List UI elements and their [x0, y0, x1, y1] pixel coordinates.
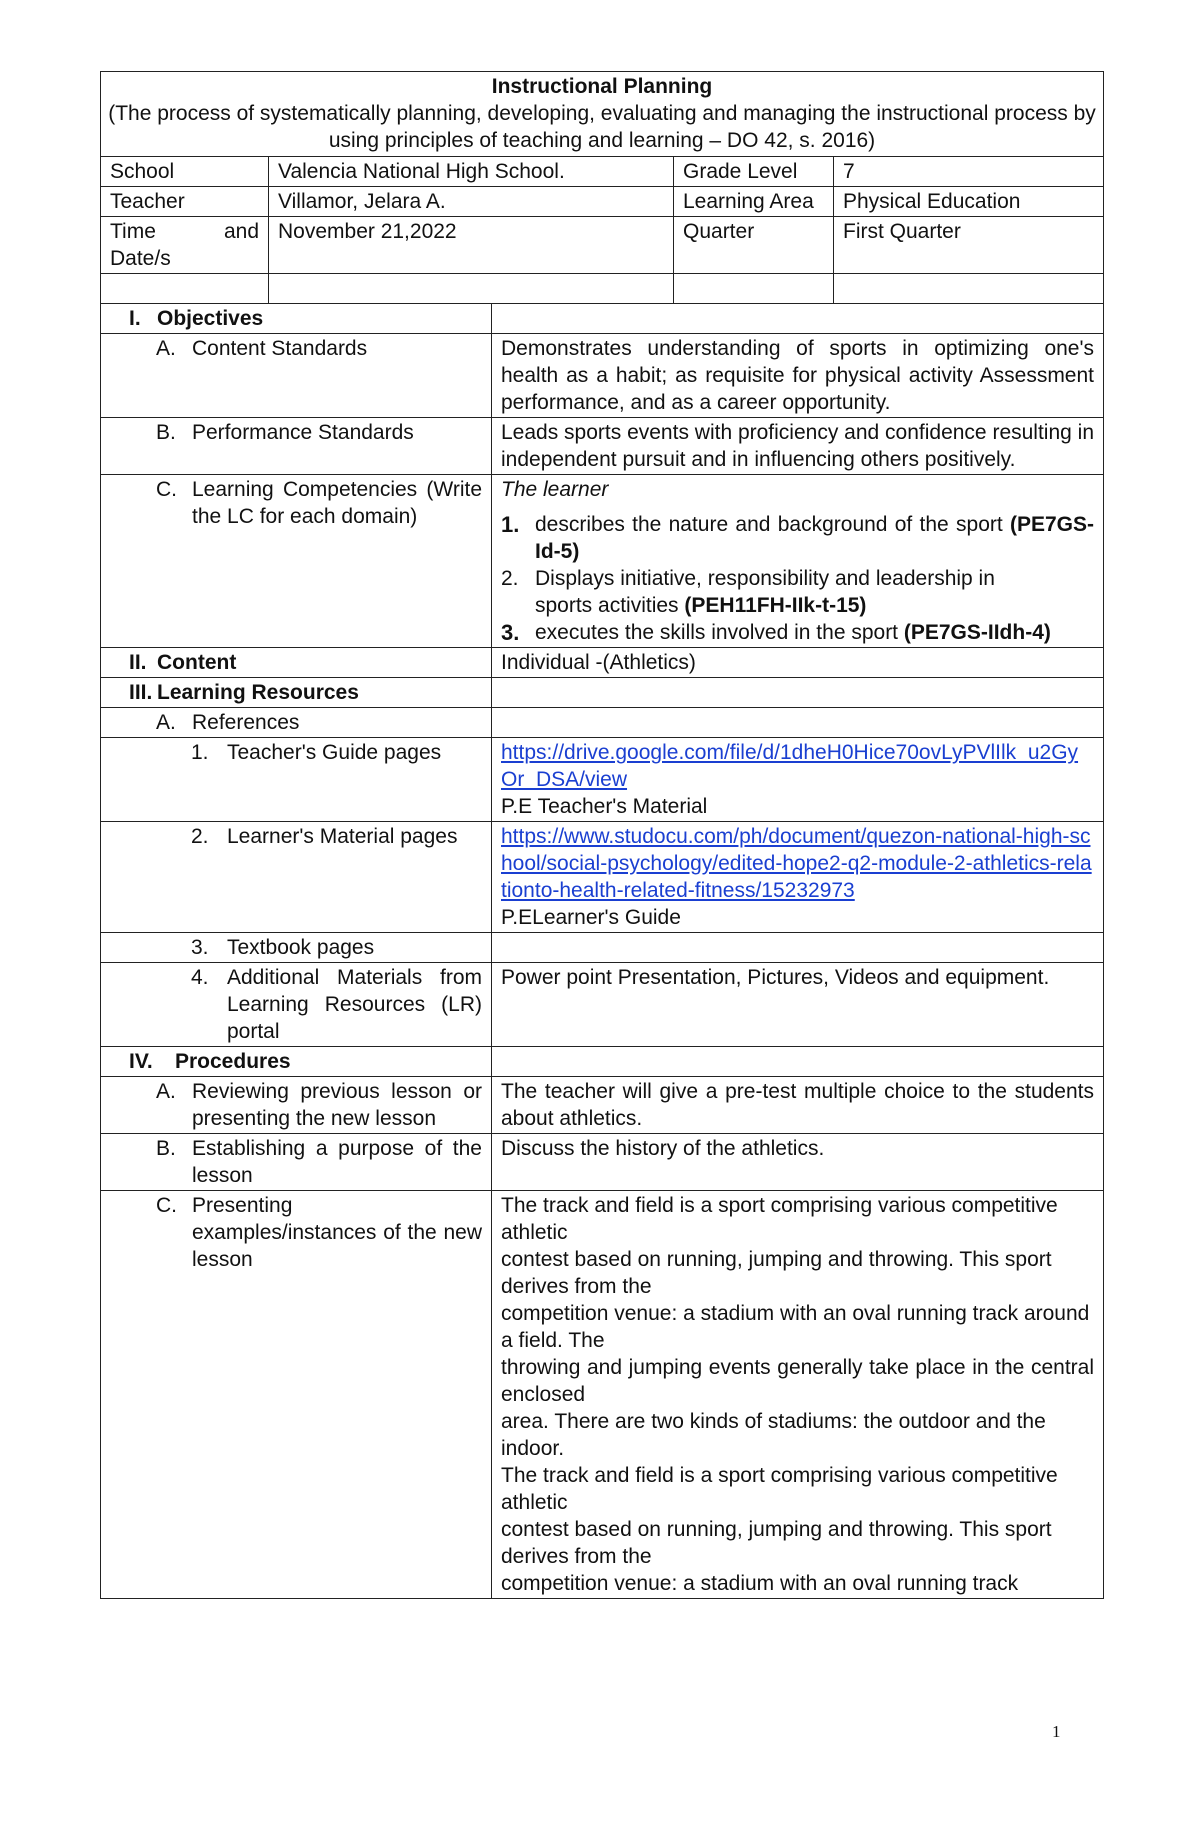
teachers-guide-value [492, 738, 1104, 822]
time-row [101, 217, 1104, 274]
section-number: IV. [129, 1050, 153, 1073]
item-letter: B. [156, 421, 176, 444]
textbook-label-cell [101, 933, 492, 963]
lc-item [501, 619, 1094, 646]
additional-materials-value: Power point Presentation, Pictures, Videos and equipment. [492, 963, 1104, 1047]
teacher-label: Teacher [101, 187, 269, 217]
header-cell [101, 72, 1104, 157]
content-value: Individual -(Athletics) [492, 648, 1104, 678]
procedure-a-label: Reviewing previous lesson or presenting the new lesson [192, 1080, 482, 1130]
blank-cell [674, 274, 834, 304]
section-title: Content [157, 651, 237, 674]
procedures-heading-value [492, 1047, 1104, 1077]
procedure-c-line: area. There are two kinds of stadiums: the outdoor and the indoor. [501, 1410, 1046, 1460]
item-number: 3. [191, 936, 209, 959]
procedure-c-line: competition venue: a stadium with an oval running track [501, 1572, 1019, 1595]
item-number: 2. [191, 825, 209, 848]
content-row [101, 648, 1104, 678]
grade-value: 7 [834, 157, 1104, 187]
school-row [101, 157, 1104, 187]
procedure-b-label-cell [101, 1134, 492, 1191]
lc-text: describes the nature and background of the sport [535, 513, 1010, 536]
header-row [101, 72, 1104, 157]
section-number: I. [129, 307, 141, 330]
procedure-c-line: throwing and jumping events generally take place in the central enclosed [501, 1356, 1094, 1406]
lc-item [501, 511, 1094, 565]
additional-materials-row [101, 963, 1104, 1047]
references-label: References [192, 711, 300, 734]
item-letter: C. [156, 1194, 177, 1217]
section-title: Learning Resources [157, 681, 359, 704]
procedure-c-row [101, 1191, 1104, 1599]
lc-code: (PE7GS-Id-5) [535, 513, 1094, 563]
quarter-value: First Quarter [834, 217, 1104, 274]
learning-area-label: Learning Area [674, 187, 834, 217]
learners-material-note: P.ELearner's Guide [501, 906, 681, 929]
item-number: 1. [191, 741, 209, 764]
textbook-label: Textbook pages [227, 936, 375, 959]
performance-standards-label: Performance Standards [192, 421, 414, 444]
teachers-guide-link[interactable]: https://drive.google.com/file/d/1dheH0Hice70ovLyPVlIlk_u2GyOr_DSA/view [501, 741, 1079, 791]
content-standards-label-cell [101, 334, 492, 418]
objectives-heading-row [101, 304, 1104, 334]
procedure-c-line: contest based on running, jumping and throwing. This sport derives from the [501, 1248, 1052, 1298]
references-row [101, 708, 1104, 738]
lc-item [501, 565, 1094, 619]
school-label: School [101, 157, 269, 187]
procedure-c-line: contest based on running, jumping and throwing. This sport derives from the [501, 1518, 1052, 1568]
procedure-b-label: Establishing a purpose of the lesson [192, 1137, 482, 1187]
content-standards-value: Demonstrates understanding of sports in optimizing one's health as a habit; as requisite for physical activity Assessment performance, and as a career opportunity. [492, 334, 1104, 418]
lc-intro: The learner [501, 478, 609, 501]
additional-materials-label: Additional Materials from Learning Resources (LR) portal [227, 966, 482, 1043]
lc-number: 3. [501, 620, 520, 645]
item-letter: B. [156, 1137, 176, 1160]
learning-competencies-label-cell [101, 475, 492, 648]
lc-text: executes the skills involved in the sport [535, 621, 904, 644]
learning-competencies-value [492, 475, 1104, 648]
learners-material-value [492, 822, 1104, 933]
time-label: Time and Date/s [101, 217, 269, 274]
procedure-c-label-cell [101, 1191, 492, 1599]
teachers-guide-label: Teacher's Guide pages [227, 741, 442, 764]
learning-area-value: Physical Education [834, 187, 1104, 217]
learners-material-label-cell [101, 822, 492, 933]
textbook-row [101, 933, 1104, 963]
school-value: Valencia National High School. [269, 157, 674, 187]
objectives-heading [101, 304, 492, 334]
performance-standards-value: Leads sports events with proficiency and confidence resulting in independent pursuit and in influencing others positively. [492, 418, 1104, 475]
resources-heading-value [492, 678, 1104, 708]
resources-heading-row [101, 678, 1104, 708]
document-title: Instructional Planning [491, 75, 713, 98]
content-standards-row [101, 334, 1104, 418]
textbook-value [492, 933, 1104, 963]
procedure-c-label: Presenting examples/instances of the new lesson [192, 1194, 482, 1271]
item-letter: C. [156, 478, 177, 501]
time-value: November 21,2022 [269, 217, 674, 274]
resources-heading [101, 678, 492, 708]
references-label-cell [101, 708, 492, 738]
item-letter: A. [156, 1080, 176, 1103]
section-title: Objectives [157, 307, 264, 330]
section-title: Procedures [175, 1050, 291, 1073]
item-number: 4. [191, 966, 209, 989]
document-subtitle: (The process of systematically planning, developing, evaluating and managing the instructional process by using principles of teaching and learning – DO 42, s. 2016) [108, 102, 1096, 152]
learners-material-link[interactable]: https://www.studocu.com/ph/document/quezon-national-high-school/social-psychology/edited-hope2-q2-module-2-athletics-relationto-health-related-fitness/15232973 [501, 825, 1092, 902]
procedure-b-row [101, 1134, 1104, 1191]
page-number: 1 [1052, 1722, 1061, 1741]
grade-label: Grade Level [674, 157, 834, 187]
lc-code: (PEH11FH-IIk-t-15) [684, 594, 867, 617]
instructional-plan-table [100, 71, 1104, 1599]
teachers-guide-note: P.E Teacher's Material [501, 795, 708, 818]
procedure-c-line: The track and field is a sport comprising various competitive athletic [501, 1194, 1058, 1244]
procedure-c-line: The track and field is a sport comprising various competitive athletic [501, 1464, 1058, 1514]
section-number: II. [129, 651, 147, 674]
blank-cell [101, 274, 269, 304]
learners-material-label: Learner's Material pages [227, 825, 458, 848]
item-letter: A. [156, 337, 176, 360]
lc-number: 2. [501, 567, 519, 590]
procedure-a-row [101, 1077, 1104, 1134]
teachers-guide-row [101, 738, 1104, 822]
blank-row [101, 274, 1104, 304]
blank-cell [269, 274, 674, 304]
procedure-a-label-cell [101, 1077, 492, 1134]
objectives-heading-value [492, 304, 1104, 334]
references-value [492, 708, 1104, 738]
procedures-heading [101, 1047, 492, 1077]
teachers-guide-label-cell [101, 738, 492, 822]
procedure-c-line: competition venue: a stadium with an oval running track around a field. The [501, 1302, 1090, 1352]
additional-materials-label-cell [101, 963, 492, 1047]
section-number: III. [129, 681, 153, 704]
procedure-a-value: The teacher will give a pre-test multiple choice to the students about athletics. [492, 1077, 1104, 1134]
learning-competencies-row [101, 475, 1104, 648]
content-heading [101, 648, 492, 678]
blank-cell [834, 274, 1104, 304]
lc-text: Displays initiative, responsibility and leadership in sports activities [535, 567, 995, 617]
performance-standards-row [101, 418, 1104, 475]
procedure-c-value [492, 1191, 1104, 1599]
procedures-heading-row [101, 1047, 1104, 1077]
item-letter: A. [156, 711, 176, 734]
quarter-label: Quarter [674, 217, 834, 274]
teacher-value: Villamor, Jelara A. [269, 187, 674, 217]
procedure-b-value: Discuss the history of the athletics. [492, 1134, 1104, 1191]
teacher-row [101, 187, 1104, 217]
learning-competencies-label: Learning Competencies (Write the LC for each domain) [192, 478, 482, 528]
performance-standards-label-cell [101, 418, 492, 475]
lc-code: (PE7GS-IIdh-4) [903, 621, 1051, 644]
learners-material-row [101, 822, 1104, 933]
lc-number: 1. [501, 512, 520, 537]
content-standards-label: Content Standards [192, 337, 368, 360]
